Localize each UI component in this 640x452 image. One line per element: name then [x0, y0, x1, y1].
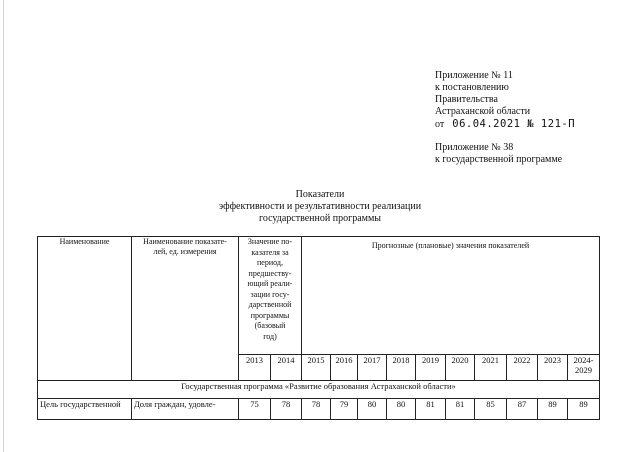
year-cell: 2023	[538, 355, 568, 381]
year-cell: 2024- 2029	[568, 355, 600, 381]
appendix-line: к государственной программе	[435, 154, 563, 165]
year-cell: 2018	[387, 355, 416, 381]
year-cell: 2013	[239, 355, 271, 381]
row-indicator: Доля граждан, удовле-	[132, 399, 239, 420]
appendix-line: к постановлению	[435, 82, 509, 93]
value-cell: 81	[416, 399, 446, 420]
value-cell: 79	[331, 399, 358, 420]
value-cell: 78	[302, 399, 331, 420]
scan-edge-line	[3, 0, 4, 452]
year-cell: 2022	[507, 355, 538, 381]
date-prefix: от	[435, 119, 445, 130]
appendix-line: Астраханской области	[435, 106, 531, 117]
value-cell: 75	[239, 399, 271, 420]
year-cell: 2014	[271, 355, 302, 381]
document-title	[0, 189, 640, 225]
value-cell: 85	[475, 399, 507, 420]
title-line: эффективности и результативности реализации	[218, 201, 422, 212]
value-cell: 89	[538, 399, 568, 420]
row-name: Цель государственной	[38, 399, 132, 420]
year-cell: 2015	[302, 355, 331, 381]
table-header-row	[38, 237, 600, 355]
value-cell: 80	[387, 399, 416, 420]
appendix-block	[435, 70, 575, 166]
appendix-line: Приложение № 11	[435, 70, 513, 81]
value-cell: 78	[271, 399, 302, 420]
appendix-line: Правительства	[435, 94, 498, 105]
year-cell: 2019	[416, 355, 446, 381]
value-cell: 80	[358, 399, 387, 420]
value-cell: 89	[568, 399, 600, 420]
table-row	[38, 399, 600, 420]
header-indicator: Наименование показате- лей, ед. измерения	[132, 237, 239, 381]
year-cell: 2016	[331, 355, 358, 381]
value-cell: 81	[446, 399, 475, 420]
header-base-value: Значение по- казателя за период, предшеству- ющий реали- зации госу- дарственной программы (базовый год)	[239, 237, 302, 355]
section-title: Государственная программа «Развитие образования Астраханской области»	[38, 381, 600, 399]
appendix-date-line	[435, 118, 575, 131]
year-cell: 2020	[446, 355, 475, 381]
header-name: Наименование	[38, 237, 132, 381]
appendix-line: Приложение № 38	[435, 142, 514, 153]
indicators-table	[37, 236, 600, 420]
year-cell: 2021	[475, 355, 507, 381]
title-line: государственной программы	[258, 213, 382, 224]
date-number-stamp: 06.04.2021 № 121-П	[452, 118, 576, 130]
value-cell: 87	[507, 399, 538, 420]
table-section-row	[38, 381, 600, 399]
header-forecast: Прогнозные (плановые) значения показателей	[302, 237, 600, 355]
title-line: Показатели	[295, 189, 345, 200]
year-cell: 2017	[358, 355, 387, 381]
